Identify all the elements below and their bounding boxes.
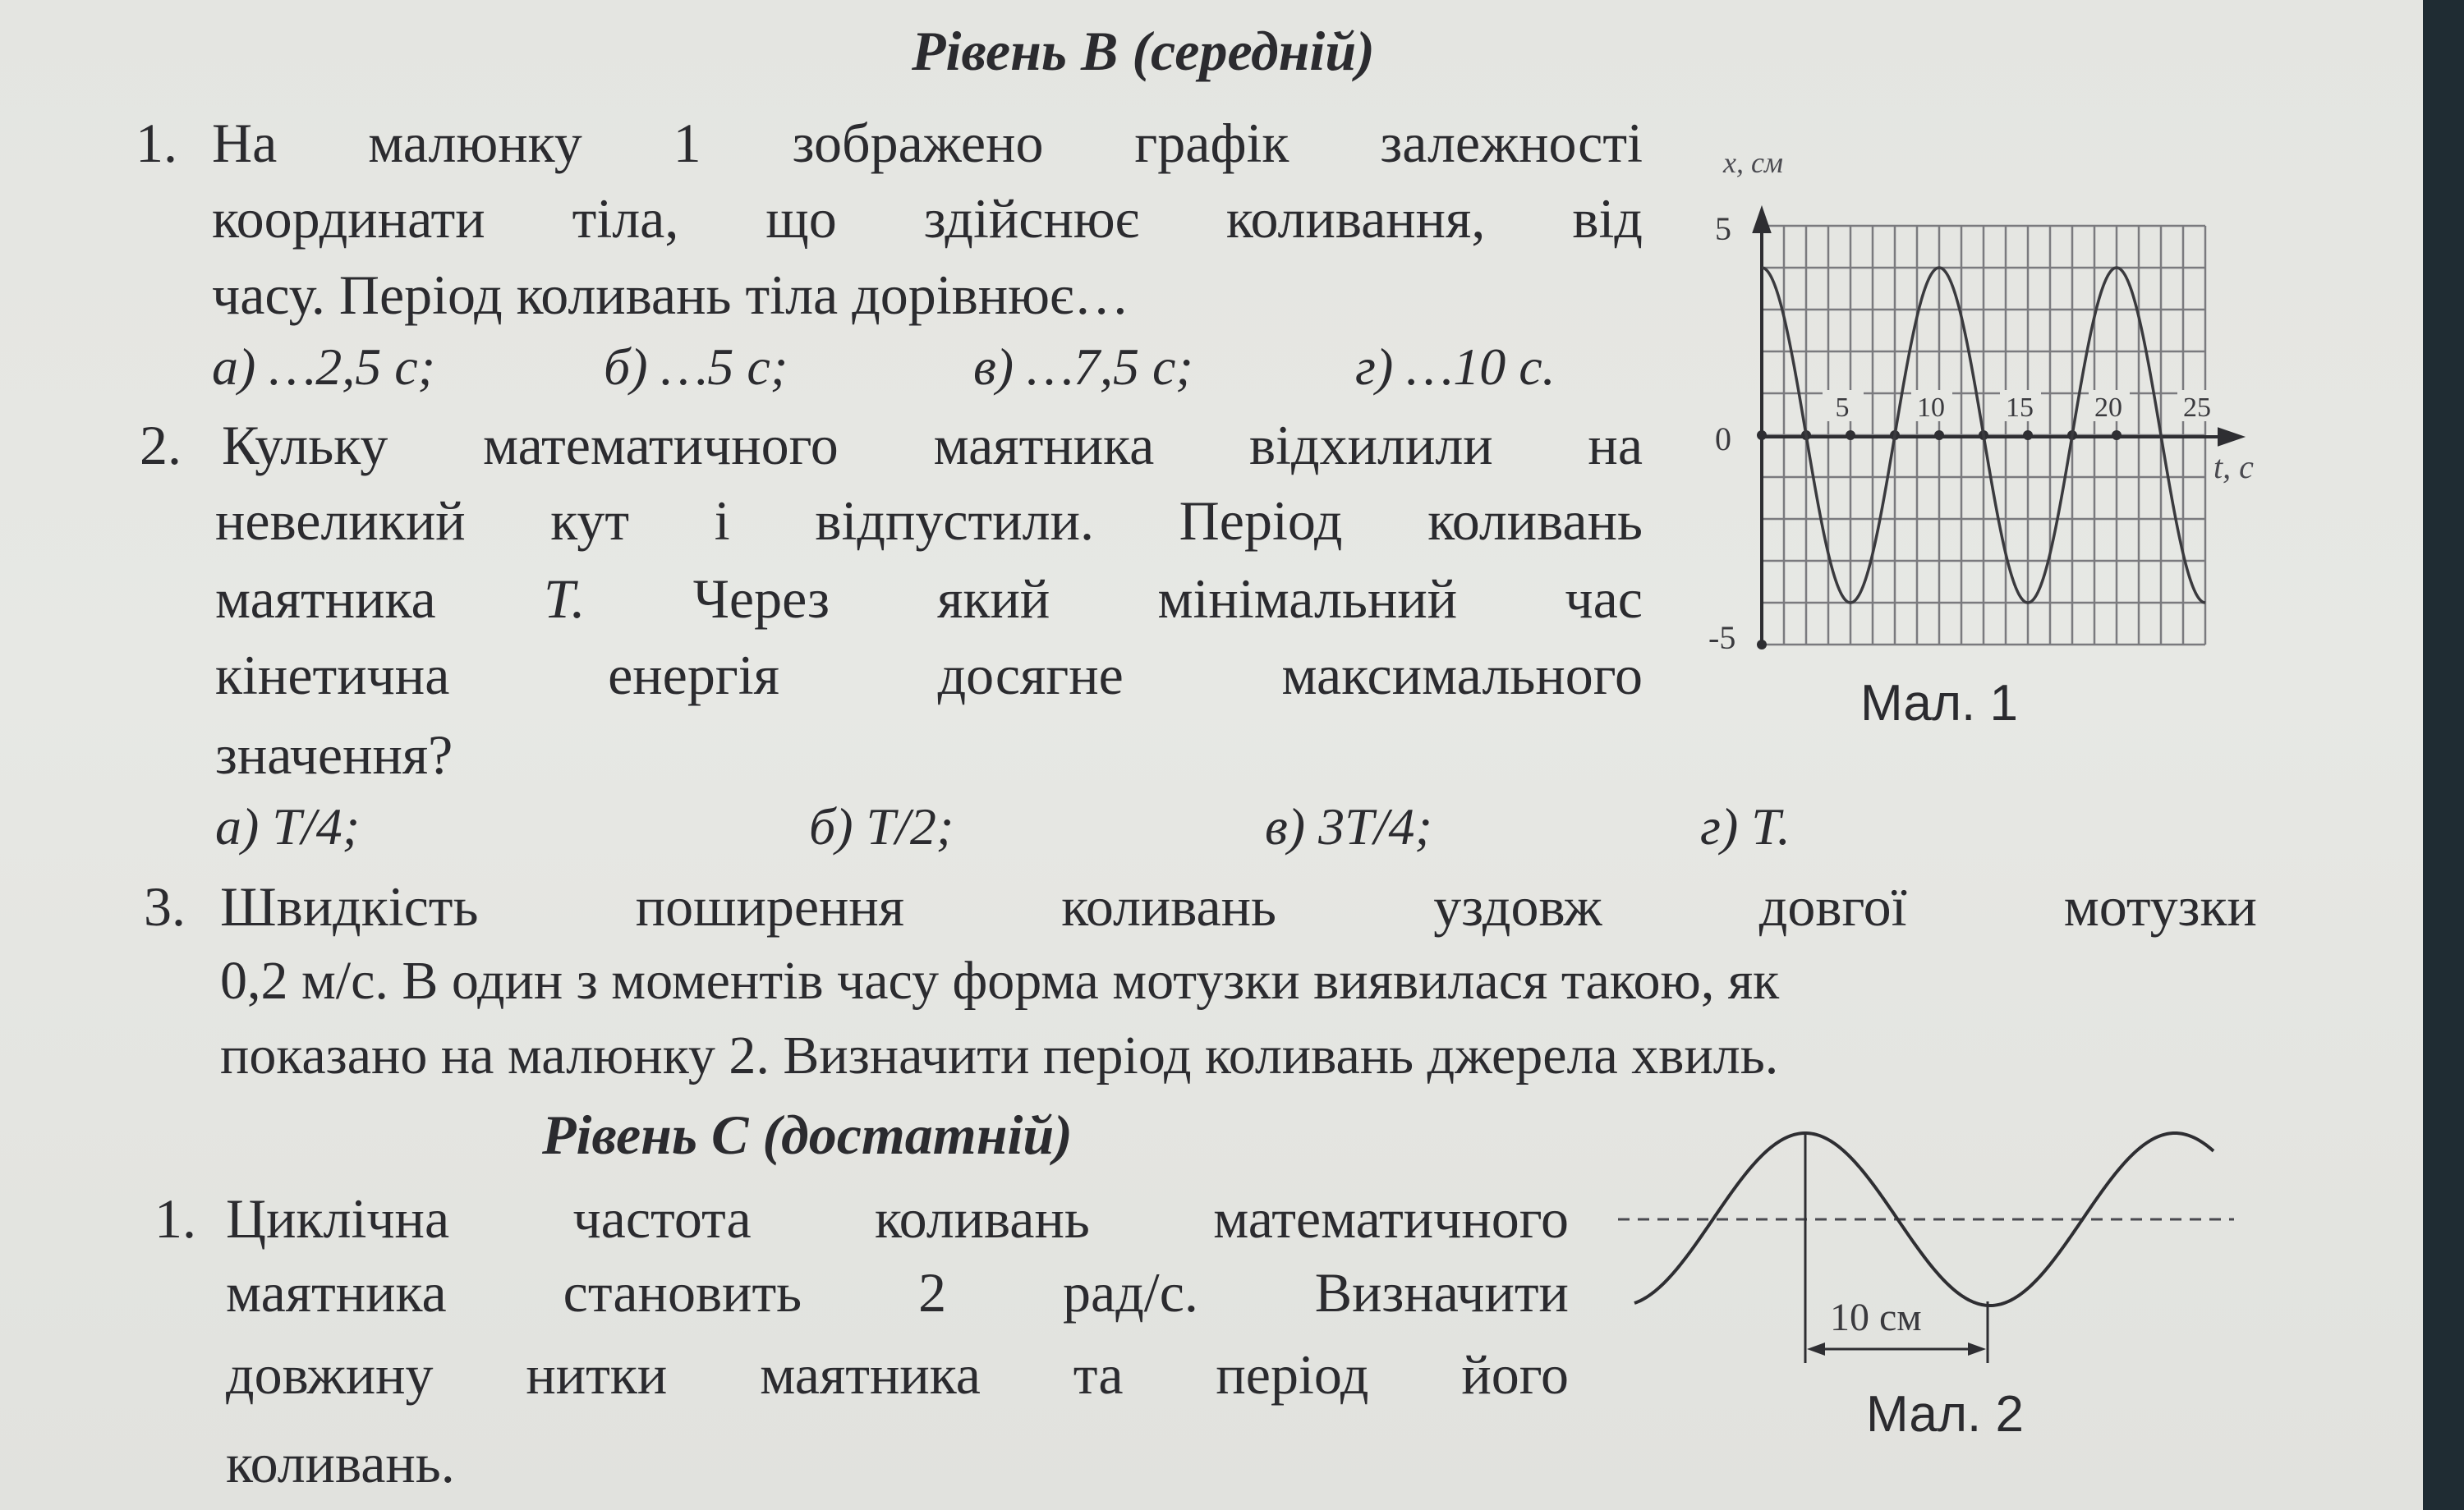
task-b2-line-1: Кульку математичного маятника відхилили на <box>222 414 1643 476</box>
axis-dot <box>2023 430 2033 440</box>
task-b2-number: 2. <box>140 414 182 476</box>
x-tick-label: 20 <box>2094 392 2122 423</box>
task-b2-line-5: значення? <box>215 723 453 786</box>
level-c-heading: Рівень С (достатній) <box>542 1104 1073 1166</box>
y-tick-0: 0 <box>1715 420 1731 457</box>
x-tick-label: 25 <box>2183 392 2211 423</box>
task-b2-option-d: г) Т. <box>1700 797 1791 856</box>
level-b-heading: Рівень В (середній) <box>912 20 1375 82</box>
axis-dot <box>1757 430 1767 440</box>
task-b2-line-3: маятника Т. Через який мінімальний час <box>215 567 1643 630</box>
y-tick-minus5: -5 <box>1708 619 1736 656</box>
task-c1-line-2: маятника становить 2 рад/с. Визначити <box>226 1261 1569 1324</box>
task-b2-option-a: а) Т/4; <box>215 797 360 856</box>
axis-dot <box>1757 221 1767 231</box>
task-b1-line-2: координати тіла, що здійснює коливання, від <box>212 187 1643 250</box>
dimension-arrow-left <box>1807 1342 1825 1356</box>
task-b1-option-a: а) …2,5 с; <box>212 337 435 396</box>
axis-dot <box>2112 430 2122 440</box>
x-tick-label: 15 <box>2006 392 2034 423</box>
task-b2-option-c: в) 3Т/4; <box>1265 797 1432 856</box>
x-tick-label: 5 <box>1835 392 1850 423</box>
y-axis-label: x, см <box>1723 146 1783 179</box>
figure-2-wave <box>1610 1117 2250 1412</box>
task-c1-line-3: довжину нитки маятника та період його <box>226 1343 1569 1406</box>
task-b1-line-3: часу. Період коливань тіла дорівнює… <box>212 264 1130 326</box>
task-b2-line-2: невеликий кут і відпустили. Період коливань <box>215 489 1643 552</box>
task-c1-number: 1. <box>154 1187 196 1250</box>
figure-1-graph <box>1692 140 2283 673</box>
task-b2-option-b: б) Т/2; <box>809 797 954 856</box>
figure-1-caption: Мал. 1 <box>1860 675 2018 732</box>
axis-dot <box>1757 640 1767 649</box>
task-c1-line-1: Циклічна частота коливань математичного <box>226 1187 1569 1250</box>
x-tick-label: 10 <box>1917 392 1945 423</box>
dimension-label: 10 см <box>1830 1296 1922 1339</box>
axis-dot <box>1846 430 1855 440</box>
dimension-arrow-right <box>1968 1342 1986 1356</box>
task-b3-number: 3. <box>144 875 186 938</box>
task-b1-number: 1. <box>136 112 177 174</box>
x-axis-arrow <box>2219 429 2241 444</box>
task-b1-option-d: г) …10 с. <box>1355 337 1556 396</box>
figure-2-caption: Мал. 2 <box>1866 1386 2024 1443</box>
task-b1-option-b: б) …5 с; <box>604 337 788 396</box>
task-b3-line-1: Швидкість поширення коливань уздовж довгої мотузки <box>220 875 2257 938</box>
task-b3-line-2: 0,2 м/с. В один з моментів часу форма мотузки виявилася такою, як <box>220 951 1780 1011</box>
task-c1-line-4: коливань. <box>226 1432 455 1494</box>
task-b1-line-1: На малюнку 1 зображено графік залежності <box>212 112 1643 174</box>
task-b1-option-c: в) …7,5 с; <box>973 337 1193 396</box>
x-axis-label: t, с <box>2213 448 2254 485</box>
y-tick-5: 5 <box>1715 210 1731 247</box>
axis-dot <box>1934 430 1944 440</box>
task-b2-line-4: кінетична енергія досягне максимального <box>215 644 1643 706</box>
task-b3-line-3: показано на малюнку 2. Визначити період коливань джерела хвиль. <box>220 1026 1779 1085</box>
